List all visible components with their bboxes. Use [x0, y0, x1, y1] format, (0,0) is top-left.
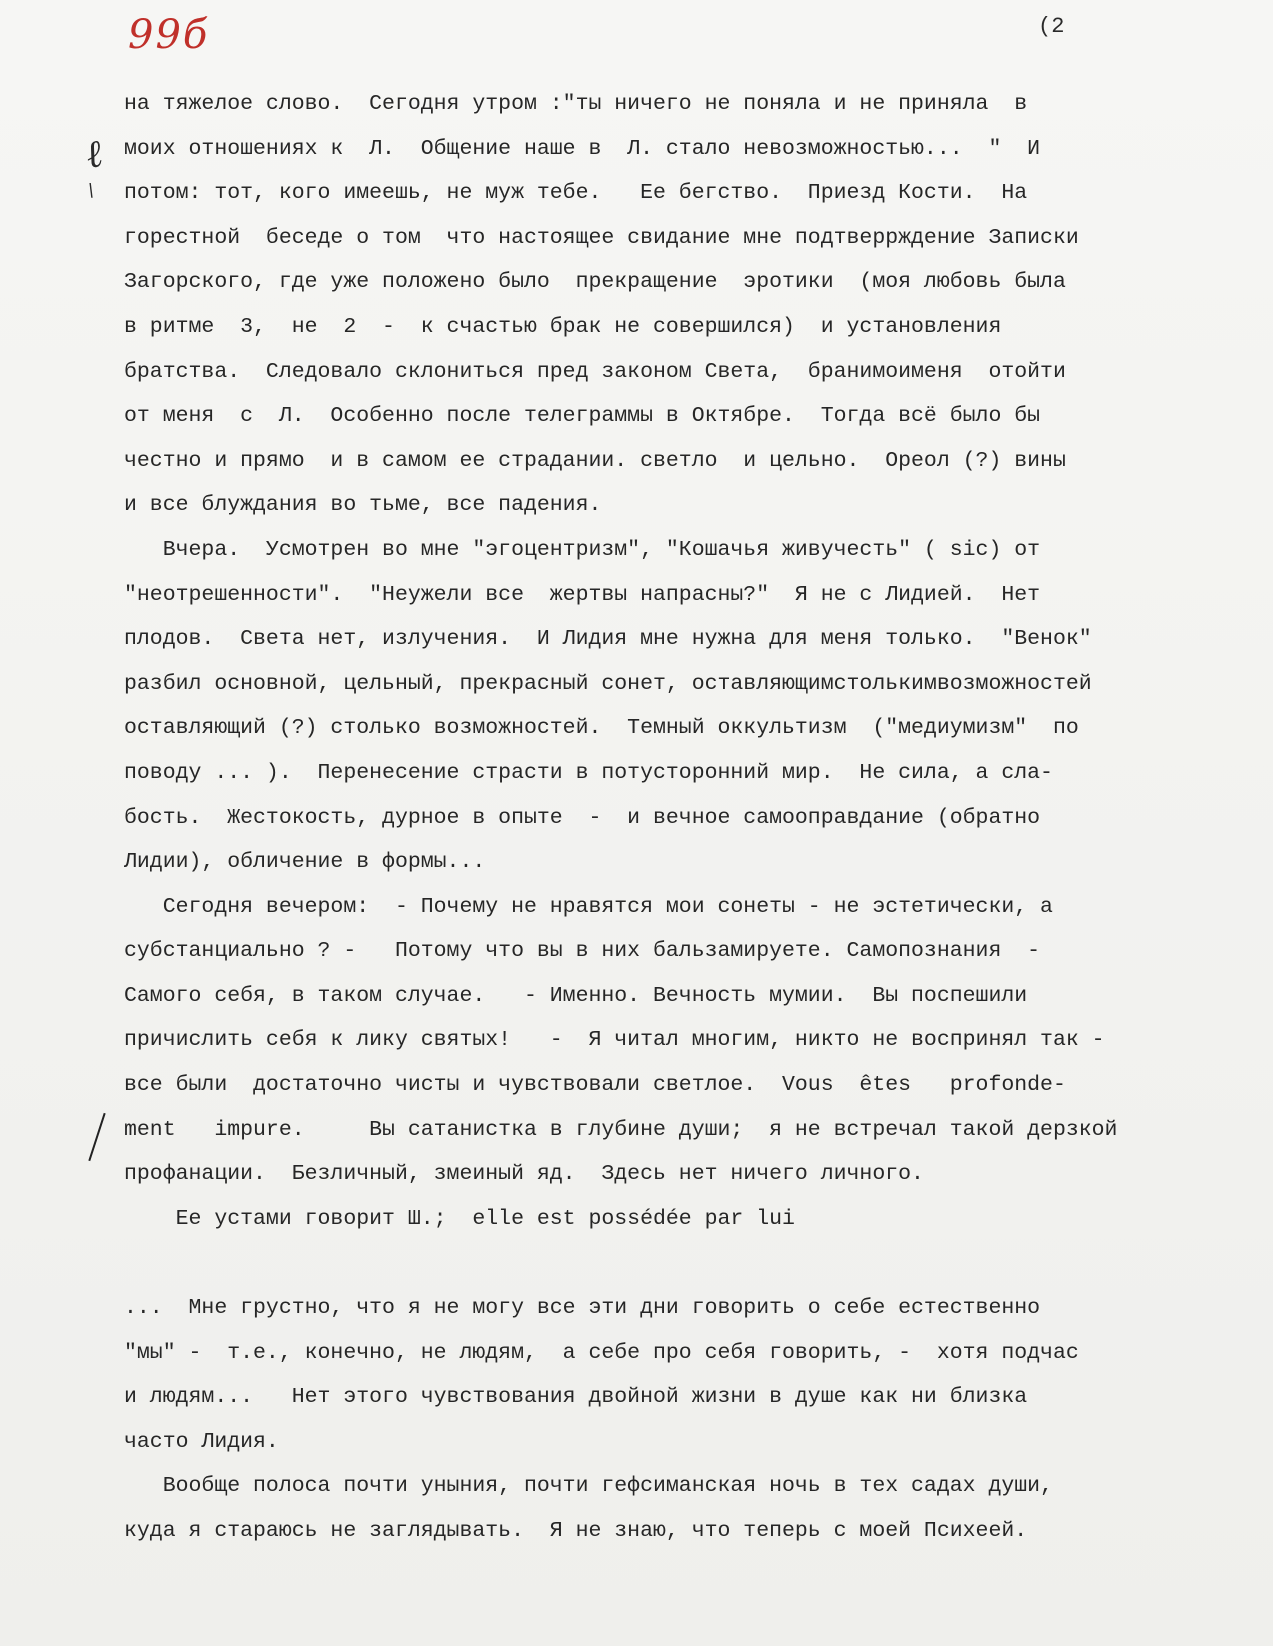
- text-line: Вчера. Усмотрен во мне "эгоцентризм", "Кошачья живучесть" ( sic) от: [124, 537, 1041, 562]
- page-number: (2: [1038, 14, 1065, 39]
- text-line: плодов. Света нет, излучения. И Лидия мне нужна для меня только. "Венок": [124, 627, 1092, 652]
- text-line: часто Лидия.: [124, 1429, 279, 1454]
- text-line: оставляющий (?) столько возможностей. Темный оккультизм ("медиумизм" по: [124, 716, 1079, 741]
- text-line: бость. Жестокость, дурное в опыте - и вечное самооправдание (обратно: [124, 805, 1041, 830]
- text-line: от меня с Л. Особенно после телеграммы в Октябре. Тогда всё было бы: [124, 404, 1041, 429]
- margin-mark: ℓ: [81, 130, 107, 178]
- text-line: поводу ... ). Перенесение страсти в потусторонний мир. Не сила, а сла-: [124, 760, 1053, 785]
- text-line: причислить себя к лику святых! - Я читал многим, никто не воспринял так -: [124, 1028, 1105, 1053]
- text-line: все были достаточно чисты и чувствовали светлое. Vous êtes profonde-: [124, 1073, 1066, 1098]
- text-line: ... Мне грустно, что я не могу все эти дни говорить о себе естественно: [124, 1296, 1041, 1321]
- text-line: "мы" - т.е., конечно, не людям, а себе про себя говорить, - хотя подчас: [124, 1340, 1079, 1365]
- text-line: Загорского, где уже положено было прекращение эротики (моя любовь была: [124, 270, 1066, 295]
- text-line: братства. Следовало склониться пред законом Света, бранимоименя отойти: [124, 359, 1066, 384]
- text-line: и людям... Нет этого чувствования двойной жизни в душе как ни близка: [124, 1385, 1028, 1410]
- text-line: Ее устами говорит Ш.; elle est possédée par lui: [124, 1206, 795, 1231]
- text-line: профанации. Безличный, змеиный яд. Здесь нет ничего личного.: [124, 1162, 924, 1187]
- text-line: горестной беседе о том что настоящее свидание мне подтверрждение Записки: [124, 225, 1079, 250]
- text-line: Самого себя, в таком случае. - Именно. Вечность мумии. Вы поспешили: [124, 983, 1028, 1008]
- text-line: честно и прямо и в самом ее страдании. светло и цельно. Ореол (?) вины: [124, 448, 1066, 473]
- text-line: Сегодня вечером: - Почему не нравятся мои сонеты - не эстетически, а: [124, 894, 1053, 919]
- margin-mark: \: [88, 180, 95, 201]
- margin-stroke: [88, 1113, 105, 1161]
- text-line: моих отношениях к Л. Общение наше в Л. стало невозможностью... " И: [124, 136, 1041, 161]
- text-line: потом: тот, кого имеешь, не муж тебе. Ее бегство. Приезд Кости. На: [124, 181, 1028, 206]
- text-line: субстанциально ? - Потому что вы в них бальзамируете. Самопознания -: [124, 939, 1041, 964]
- text-line: Вообще полоса почти уныния, почти гефсиманская ночь в тех садах души,: [124, 1474, 1053, 1499]
- text-line: в ритме 3, не 2 - к счастью брак не совершился) и установления: [124, 314, 1002, 339]
- text-line: "неотрешенности". "Неужели все жертвы напрасны?" Я не с Лидией. Нет: [124, 582, 1041, 607]
- text-line: на тяжелое слово. Сегодня утром :"ты ничего не поняла и не приняла в: [124, 92, 1028, 116]
- typewritten-text: [124, 82, 1264, 1554]
- text-line: Лидии), обличение в формы...: [124, 850, 486, 875]
- text-line: ment impure. Вы сатанистка в глубине души; я не встречал такой дерзкой: [124, 1117, 1118, 1142]
- archive-folio-number: 99б: [128, 12, 210, 58]
- text-line: куда я стараюсь не заглядывать. Я не знаю, что теперь с моей Психеей.: [124, 1519, 1028, 1543]
- paragraph-gap: [124, 1241, 1264, 1286]
- text-line: разбил основной, цельный, прекрасный сонет, оставляющимстолькимвозможностей: [124, 671, 1092, 696]
- text-line: и все блуждания во тьме, все падения.: [124, 493, 602, 518]
